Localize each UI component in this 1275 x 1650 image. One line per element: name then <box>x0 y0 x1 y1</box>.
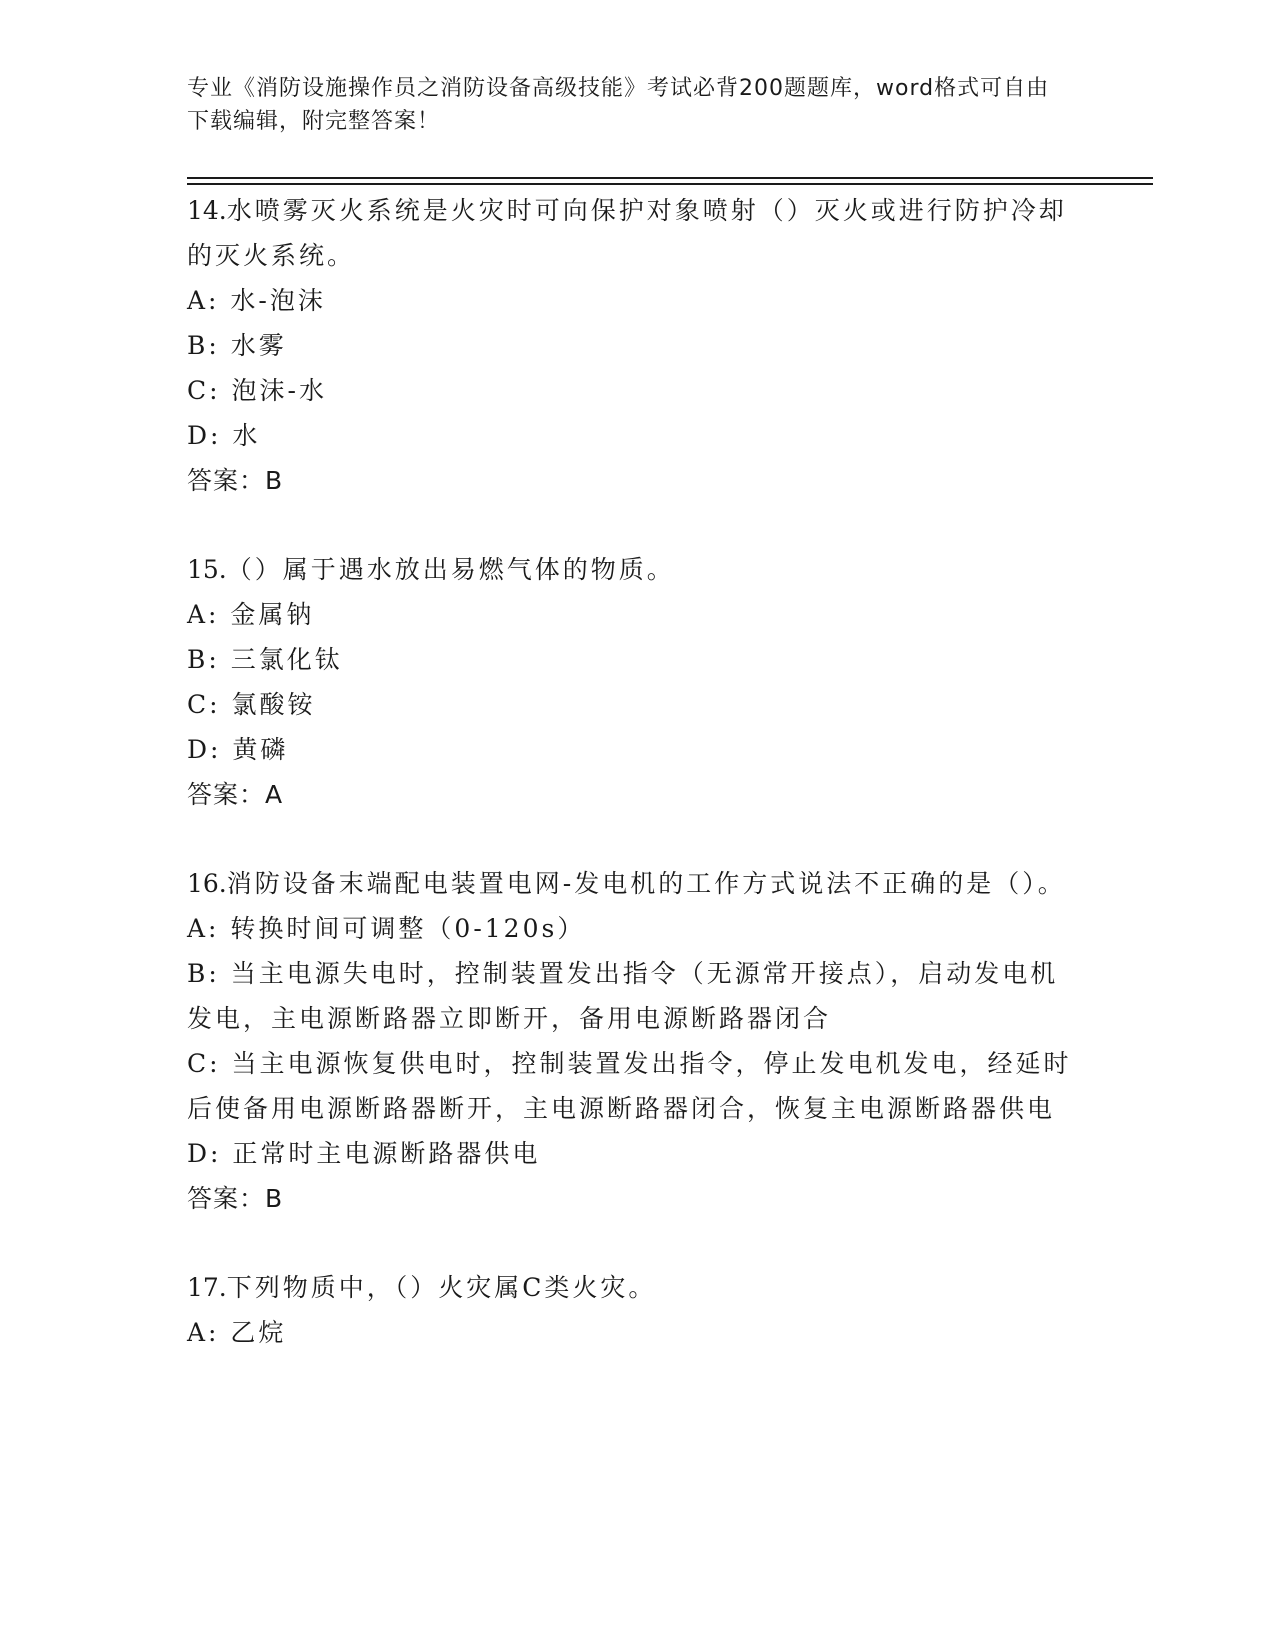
question-number: 16. <box>187 869 227 898</box>
header-divider-top <box>187 177 1153 179</box>
question-16 <box>187 861 1077 1221</box>
option-d: D: 黄磷 <box>187 735 289 764</box>
question-list <box>187 188 1077 1355</box>
option-c: C: 泡沫-水 <box>187 376 327 405</box>
question-17 <box>187 1265 1077 1355</box>
option-c: C: 氯酸铵 <box>187 690 316 719</box>
question-number: 17. <box>187 1273 227 1302</box>
question-text: 下列物质中，（）火灾属C类火灾。 <box>226 1273 657 1302</box>
question-text: 水喷雾灭火系统是火灾时可向保护对象喷射（）灭火或进行防护冷却的灭火系统。 <box>187 196 1067 270</box>
option-d: D: 水 <box>187 421 261 450</box>
question-text: 消防设备末端配电装置电网-发电机的工作方式说法不正确的是（）。 <box>226 869 1066 898</box>
question-stem <box>187 1265 1077 1310</box>
option-c: C: 当主电源恢复供电时，控制装置发出指令，停止发电机发电，经延时后使备用电源断路器断开，主电源断路器闭合，恢复主电源断路器供电 <box>187 1049 1072 1123</box>
option-a: A: 乙烷 <box>187 1318 287 1347</box>
question-number: 14. <box>187 196 227 225</box>
question-number: 15. <box>187 555 227 584</box>
answer: 答案：B <box>187 466 284 495</box>
option-b: B: 水雾 <box>187 331 287 360</box>
header-divider-bottom <box>187 183 1153 185</box>
answer: 答案：B <box>187 1184 284 1213</box>
answer: 答案：A <box>187 780 284 809</box>
question-stem <box>187 861 1077 906</box>
question-15 <box>187 547 1077 817</box>
option-a: A: 金属钠 <box>187 600 315 629</box>
option-d: D: 正常时主电源断路器供电 <box>187 1139 541 1168</box>
question-14 <box>187 188 1077 503</box>
question-text: （）属于遇水放出易燃气体的物质。 <box>226 555 675 584</box>
option-b: B: 三氯化钛 <box>187 645 343 674</box>
document-header: 专业《消防设施操作员之消防设备高级技能》考试必背200题题库，word格式可自由下载编辑，附完整答案！ <box>187 76 1050 134</box>
option-b: B: 当主电源失电时，控制装置发出指令（无源常开接点），启动发电机发电，主电源断路器立即断开，备用电源断路器闭合 <box>187 959 1059 1033</box>
option-a: A: 转换时间可调整（0-120s） <box>187 914 586 943</box>
question-stem <box>187 188 1077 278</box>
question-stem <box>187 547 1077 592</box>
option-a: A: 水-泡沫 <box>187 286 326 315</box>
